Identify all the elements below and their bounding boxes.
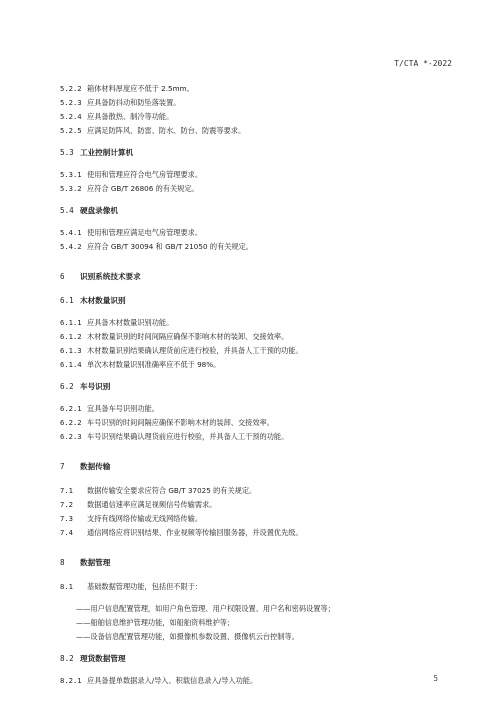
- clause-text: 使用和管理应满足电气房管理要求。: [87, 228, 203, 237]
- chapter-number: 7: [60, 462, 65, 471]
- section-title: 理货数据管理: [80, 654, 126, 663]
- clause-5-4-2: [60, 240, 460, 254]
- clause-6-1-4: [60, 358, 460, 372]
- section-5-3-heading: [60, 146, 460, 160]
- clause-text: 应满足防阵风、防雷、防水、防台、防震等要求。: [87, 126, 246, 135]
- clause-7-4: [60, 526, 460, 540]
- clause-7-2: [60, 498, 460, 512]
- clause-text: 箱体材料厚度应不低于 2.5mm。: [87, 84, 194, 93]
- clause-number: 5.2.4: [60, 112, 82, 121]
- clause-text: 数据通信速率应满足视频信号传输需求。: [87, 500, 217, 509]
- clause-number: 6.1.4: [60, 360, 82, 369]
- clause-8-2-1: [60, 674, 460, 688]
- section-6-2-heading: [60, 380, 460, 394]
- clause-6-1-2: [60, 330, 460, 344]
- clause-number: 8.2.1: [60, 676, 82, 685]
- clause-number: 5.2.3: [60, 98, 82, 107]
- section-title: 车号识别: [80, 382, 111, 391]
- clause-5-2-3: [60, 96, 460, 110]
- section-number: 6.2: [60, 382, 74, 391]
- section-number: 5.4: [60, 206, 74, 215]
- clause-8-1: [60, 580, 460, 594]
- dash-item: ——船舶信息维护管理功能，如船舶资料维护等；: [76, 618, 235, 627]
- clause-text: 木材数量识别结果确认理货前应进行校验，并具备人工干预的功能。: [87, 346, 303, 355]
- clause-7-1: [60, 484, 460, 498]
- section-8-2-heading: [60, 652, 460, 666]
- clause-number: 5.3.2: [60, 184, 82, 193]
- clause-5-4-1: [60, 226, 460, 240]
- clause-number: 7.4: [60, 528, 73, 537]
- clause-text: 车号识别的时间间隔应确保不影响木材的装卸、交接效率。: [87, 418, 274, 427]
- section-5-4-heading: [60, 204, 460, 218]
- clause-5-2-4: [60, 110, 460, 124]
- clause-text: 木材数量识别的时间间隔应确保不影响木材的装卸、交接效率。: [87, 332, 289, 341]
- clause-number: 7.1: [60, 486, 73, 495]
- clause-number: 5.3.1: [60, 170, 82, 179]
- clause-6-2-1: [60, 402, 460, 416]
- clause-text: 宜具备车号识别功能。: [87, 404, 159, 413]
- chapter-title: 数据传输: [80, 462, 111, 471]
- clause-6-2-3: [60, 430, 460, 444]
- clause-number: 8.1: [60, 582, 73, 591]
- clause-5-3-2: [60, 182, 460, 196]
- clause-text: 通信网络应将识别结果、作业视频等传输回服务器，并设置优先级。: [87, 528, 303, 537]
- dash-item: ——用户信息配置管理，如用户角色管理、用户权限设置、用户名和密码设置等；: [76, 604, 335, 613]
- clause-number: 6.1.3: [60, 346, 82, 355]
- document-body: [60, 82, 460, 688]
- clause-6-1-1: [60, 316, 460, 330]
- chapter-number: 8: [60, 558, 65, 567]
- section-number: 5.3: [60, 148, 74, 157]
- chapter-number: 6: [60, 272, 65, 281]
- clause-text: 应符合 GB/T 26806 的有关规定。: [87, 184, 199, 193]
- clause-number: 6.1.1: [60, 318, 82, 327]
- clause-text: 应符合 GB/T 30094 和 GB/T 21050 的有关规定。: [87, 242, 253, 251]
- clause-5-2-2: [60, 82, 460, 96]
- clause-6-1-3: [60, 344, 460, 358]
- clause-text: 单次木材数量识别准确率应不低于 98%。: [87, 360, 221, 369]
- section-title: 硬盘录像机: [80, 206, 118, 215]
- clause-5-2-5: [60, 124, 460, 138]
- clause-text: 数据传输安全要求应符合 GB/T 37025 的有关规定。: [87, 486, 257, 495]
- clause-number: 7.2: [60, 500, 73, 509]
- clause-text: 使用和管理应符合电气房管理要求。: [87, 170, 203, 179]
- clause-text: 支持有线网络传输或无线网络传输。: [87, 514, 203, 523]
- chapter-7-heading: [60, 460, 460, 474]
- section-title: 木材数量识别: [80, 296, 126, 305]
- clause-7-3: [60, 512, 460, 526]
- clause-text: 应具备防抖动和防坠落装置。: [87, 98, 181, 107]
- clause-text: 车号识别结果确认理货前应进行校验，并具备人工干预的功能。: [87, 432, 289, 441]
- clause-number: 6.2.1: [60, 404, 82, 413]
- dash-item: ——设备信息配置管理功能，如摄像机参数设置、摄像机云台控制等。: [76, 632, 299, 641]
- clause-text: 基础数据管理功能，包括但不限于：: [87, 582, 203, 591]
- clause-number: 6.1.2: [60, 332, 82, 341]
- clause-number: 5.4.2: [60, 242, 82, 251]
- chapter-title: 识别系统技术要求: [80, 272, 141, 281]
- chapter-6-heading: [60, 270, 460, 284]
- clause-number: 6.2.3: [60, 432, 82, 441]
- page-number: 5: [433, 674, 438, 683]
- chapter-title: 数据管理: [80, 558, 111, 567]
- clause-6-2-2: [60, 416, 460, 430]
- chapter-8-heading: [60, 556, 460, 570]
- clause-number: 5.4.1: [60, 228, 82, 237]
- clause-number: 5.2.5: [60, 126, 82, 135]
- section-number: 8.2: [60, 654, 74, 663]
- clause-number: 6.2.2: [60, 418, 82, 427]
- clause-number: 5.2.2: [60, 84, 82, 93]
- clause-number: 7.3: [60, 514, 73, 523]
- section-6-1-heading: [60, 294, 460, 308]
- clause-text: 应具备木材数量识别功能。: [87, 318, 174, 327]
- section-title: 工业控制计算机: [80, 148, 134, 157]
- document-id: T/CTA *-2022: [394, 59, 452, 68]
- clause-text: 应具备提单数据录入/导入、积载信息录入/导入功能。: [87, 676, 258, 685]
- clause-text: 应具备散热、制冷等功能。: [87, 112, 174, 121]
- section-number: 6.1: [60, 296, 74, 305]
- clause-5-3-1: [60, 168, 460, 182]
